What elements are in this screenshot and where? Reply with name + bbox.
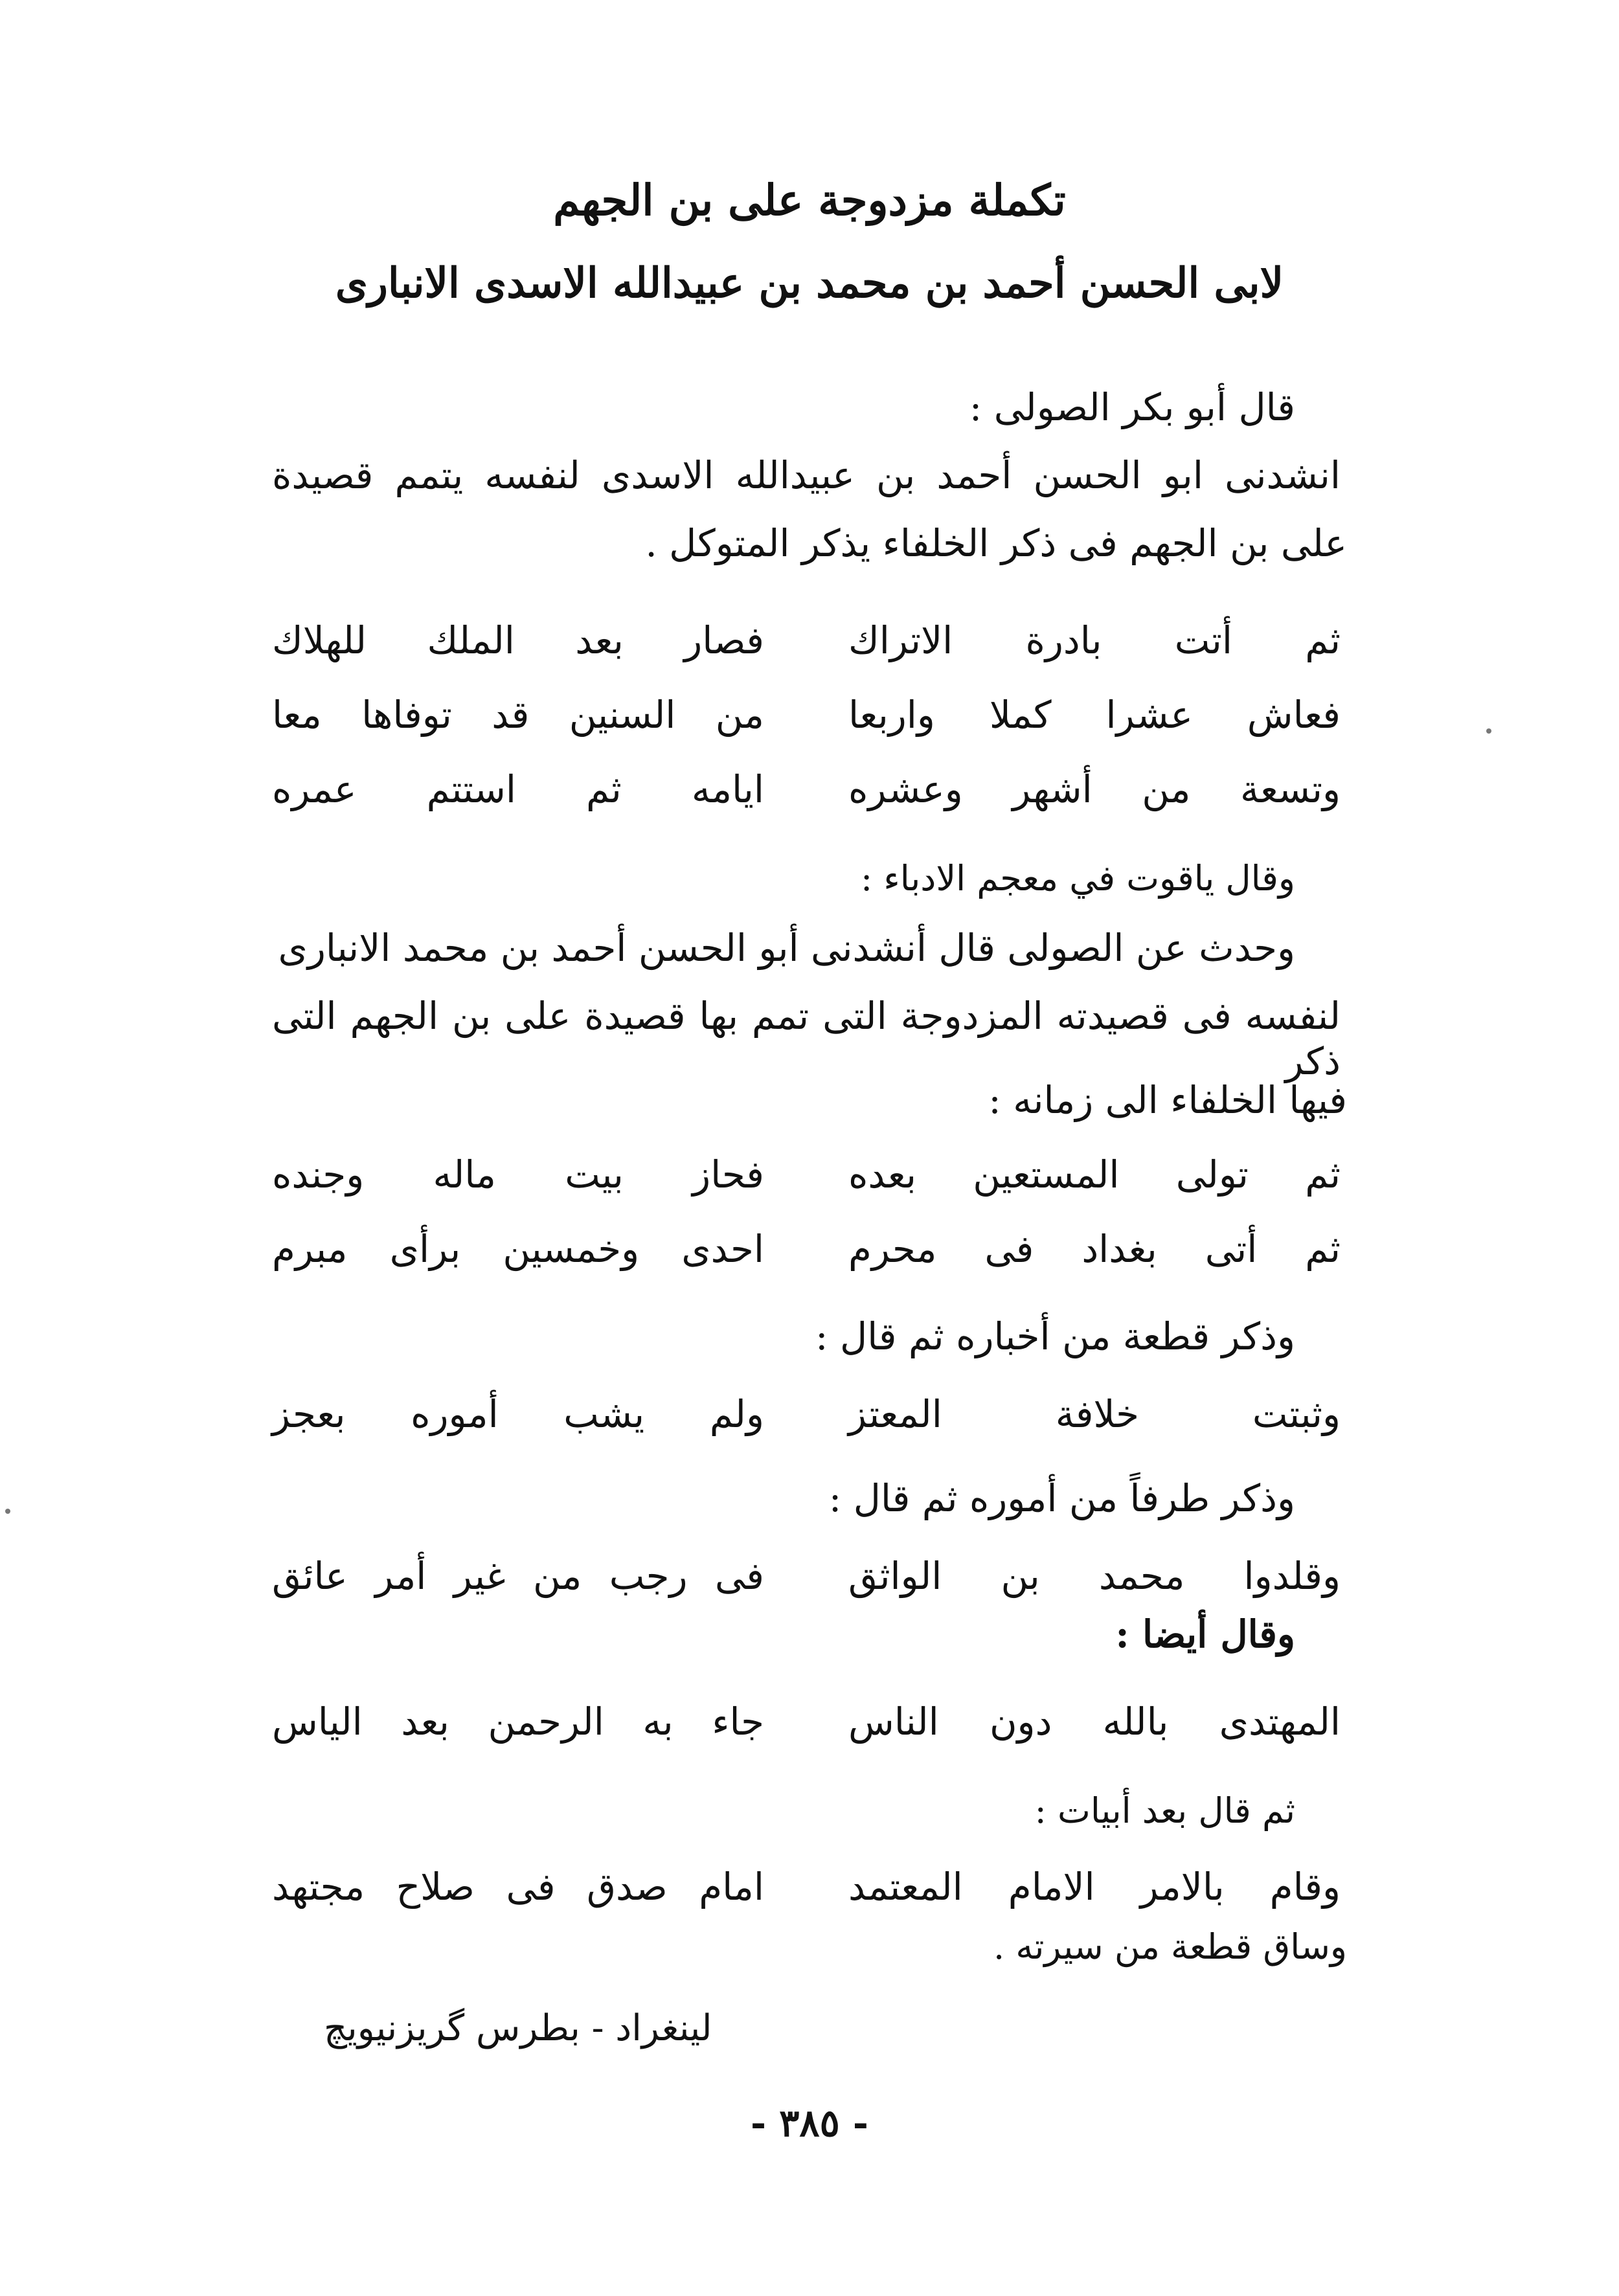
verse-row [272, 693, 1341, 751]
verse-row [272, 1227, 1341, 1285]
scan-speck [5, 1509, 10, 1514]
verse-row [272, 1700, 1341, 1758]
verse-row [272, 767, 1341, 826]
verse-left-hemistich: احدى وخمسين برأى مبرم [272, 1227, 764, 1271]
closing-line: وساق قطعة من سيرته . [993, 1926, 1347, 1967]
yaqut-line-2-text: لنفسه فى قصيدته المزدوجة التى تمم بها قصيدة على بن الجهم التى ذكر [272, 994, 1341, 1083]
mention-line-1: وذكر قطعة من أخباره ثم قال : [815, 1314, 1295, 1358]
after-verses-line: ثم قال بعد أبيات : [1034, 1790, 1295, 1831]
yaqut-intro: وقال ياقوت في معجم الادباء : [861, 858, 1295, 899]
yaqut-line-3: فيها الخلفاء الى زمانه : [988, 1078, 1347, 1122]
scan-speck [1486, 728, 1491, 734]
page-title: تكملة مزدوجة على بن الجهم [553, 175, 1066, 225]
verse-left-hemistich: فصار بعد الملك للهلاك [272, 618, 764, 662]
verse-right-hemistich: وتسعة من أشهر وعشره [848, 767, 1341, 811]
verse-right-hemistich: فعاش عشرا كملا واربعا [848, 693, 1341, 737]
verse-right-hemistich: وقلدوا محمد بن الواثق [848, 1554, 1341, 1598]
yaqut-line-2 [272, 994, 1341, 1084]
verse-row [272, 1865, 1341, 1923]
verse-left-hemistich: امام صدق فى صلاح مجتهد [272, 1865, 764, 1909]
verse-left-hemistich: من السنين قد توفاها معا [272, 693, 764, 737]
intro-line-1 [272, 453, 1341, 499]
signature: لينغراد - بطرس گريزنيويچ [324, 2007, 712, 2049]
verse-left-hemistich: ولم يشب أموره بعجز [272, 1392, 764, 1436]
mention-line-2: وذكر طرفاً من أموره ثم قال : [828, 1476, 1295, 1520]
page-subtitle: لابى الحسن أحمد بن محمد بن عبيدالله الاسدى الانبارى [335, 259, 1284, 308]
verse-left-hemistich: ايامه ثم استتم عمره [272, 767, 764, 811]
intro-line-2: على بن الجهم فى ذكر الخلفاء يذكر المتوكل . [645, 521, 1347, 565]
verse-left-hemistich: جاء به الرحمن بعد الياس [272, 1700, 764, 1744]
verse-right-hemistich: المهتدى بالله دون الناس [848, 1700, 1341, 1744]
verse-left-hemistich: فى رجب من غير أمر عائق [272, 1554, 764, 1598]
verse-row [272, 618, 1341, 677]
verse-right-hemistich: وثبتت خلافة المعتز [848, 1392, 1341, 1436]
also-line: وقال أيضا : [1115, 1612, 1295, 1656]
verse-right-hemistich: ثم أتى بغداد فى محرم [848, 1227, 1341, 1271]
verse-left-hemistich: فحاز بيت ماله وجنده [272, 1153, 764, 1197]
verse-right-hemistich: وقام بالامر الامام المعتمد [848, 1865, 1341, 1909]
yaqut-line-1: وحدث عن الصولى قال أنشدنى أبو الحسن أحمد بن محمد الانبارى [278, 926, 1295, 970]
verse-right-hemistich: ثم أتت بادرة الاتراك [848, 618, 1341, 662]
verse-row [272, 1153, 1341, 1211]
intro-line-1-text: انشدنى ابو الحسن أحمد بن عبيدالله الاسدى لنفسه يتمم قصيدة [272, 453, 1341, 497]
page-number: - ٣٨٥ - [751, 2101, 868, 2145]
verse-row [272, 1554, 1341, 1612]
verse-row [272, 1392, 1341, 1450]
attribution-line: قال أبو بكر الصولى : [969, 385, 1295, 429]
verse-right-hemistich: ثم تولى المستعين بعده [848, 1153, 1341, 1197]
